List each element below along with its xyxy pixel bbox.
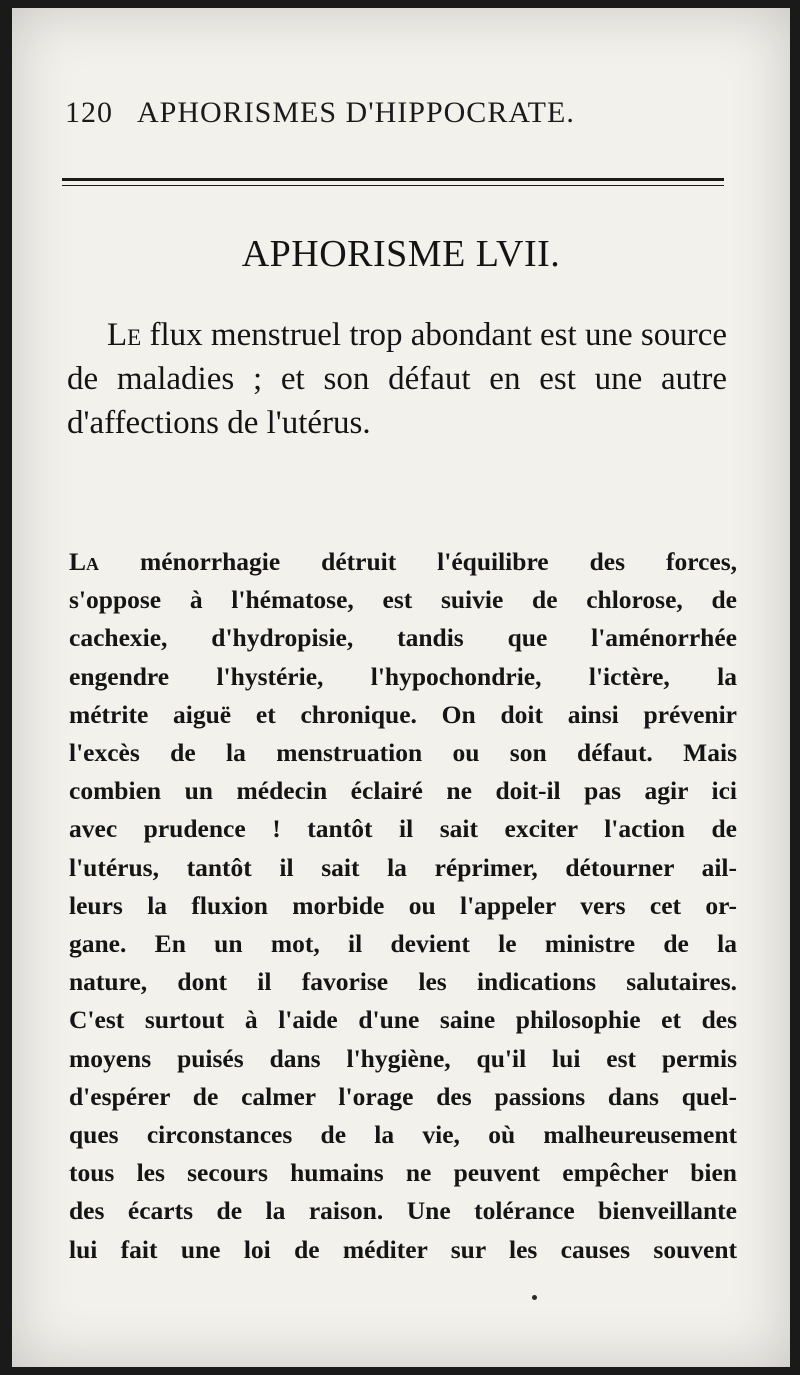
commentary-line: ques circonstances de la vie, où malheureusement: [69, 1120, 737, 1150]
commentary-line: gane. En un mot, il devient le ministre de la: [69, 929, 737, 959]
aphorism-text: [67, 313, 727, 445]
commentary-line: La ménorrhagie détruit l'équilibre des forces,: [69, 547, 737, 576]
page-number: 120: [65, 96, 113, 129]
commentary-line: leurs la fluxion morbide ou l'appeler vers cet or-: [69, 890, 737, 920]
commentary-line: tous les secours humains ne peuvent empêcher bien: [69, 1158, 737, 1188]
book-page: [12, 8, 790, 1367]
aphorism-title: APHORISME LVII.: [241, 233, 561, 275]
commentary-line: l'excès de la menstruation ou son défaut. Mais: [69, 738, 737, 768]
commentary-lead-word: La: [69, 547, 100, 576]
commentary-line: lui fait une loi de méditer sur les causes souvent: [69, 1234, 737, 1264]
commentary-line: combien un médecin éclairé ne doit-il pas agir ici: [69, 776, 737, 806]
commentary-text: [69, 543, 737, 1269]
aphorism-lead-word: Le: [107, 317, 142, 353]
header-rule-thick: [62, 178, 724, 181]
commentary-line: nature, dont il favorise les indications salutaires.: [69, 967, 737, 997]
commentary-line: cachexie, d'hydropisie, tandis que l'aménorrhée: [69, 623, 737, 653]
commentary-line: s'oppose à l'hématose, est suivie de chlorose, de: [69, 585, 737, 615]
commentary-line: des écarts de la raison. Une tolérance bienveillante: [69, 1196, 737, 1226]
ink-speck: [532, 1295, 537, 1300]
commentary-line: C'est surtout à l'aide d'une saine philosophie et des: [69, 1005, 737, 1035]
commentary-line: engendre l'hystérie, l'hypochondrie, l'ictère, la: [69, 661, 737, 691]
running-head: [65, 96, 725, 130]
commentary-line: avec prudence ! tantôt il sait exciter l'action de: [69, 814, 737, 844]
header-rule-thin: [62, 185, 724, 186]
aphorism-body: flux menstruel trop abondant est une source de maladies ; et son défaut en est une autre d'affections de l'utérus.: [67, 317, 727, 441]
commentary-line: moyens puisés dans l'hygiène, qu'il lui est permis: [69, 1043, 737, 1073]
commentary-line: d'espérer de calmer l'orage des passions dans quel-: [69, 1081, 737, 1111]
commentary-line: l'utérus, tantôt il sait la réprimer, détourner ail-: [69, 852, 737, 882]
commentary-line: métrite aiguë et chronique. On doit ainsi prévenir: [69, 699, 737, 729]
running-head-title: APHORISMES D'HIPPOCRATE.: [137, 96, 575, 129]
